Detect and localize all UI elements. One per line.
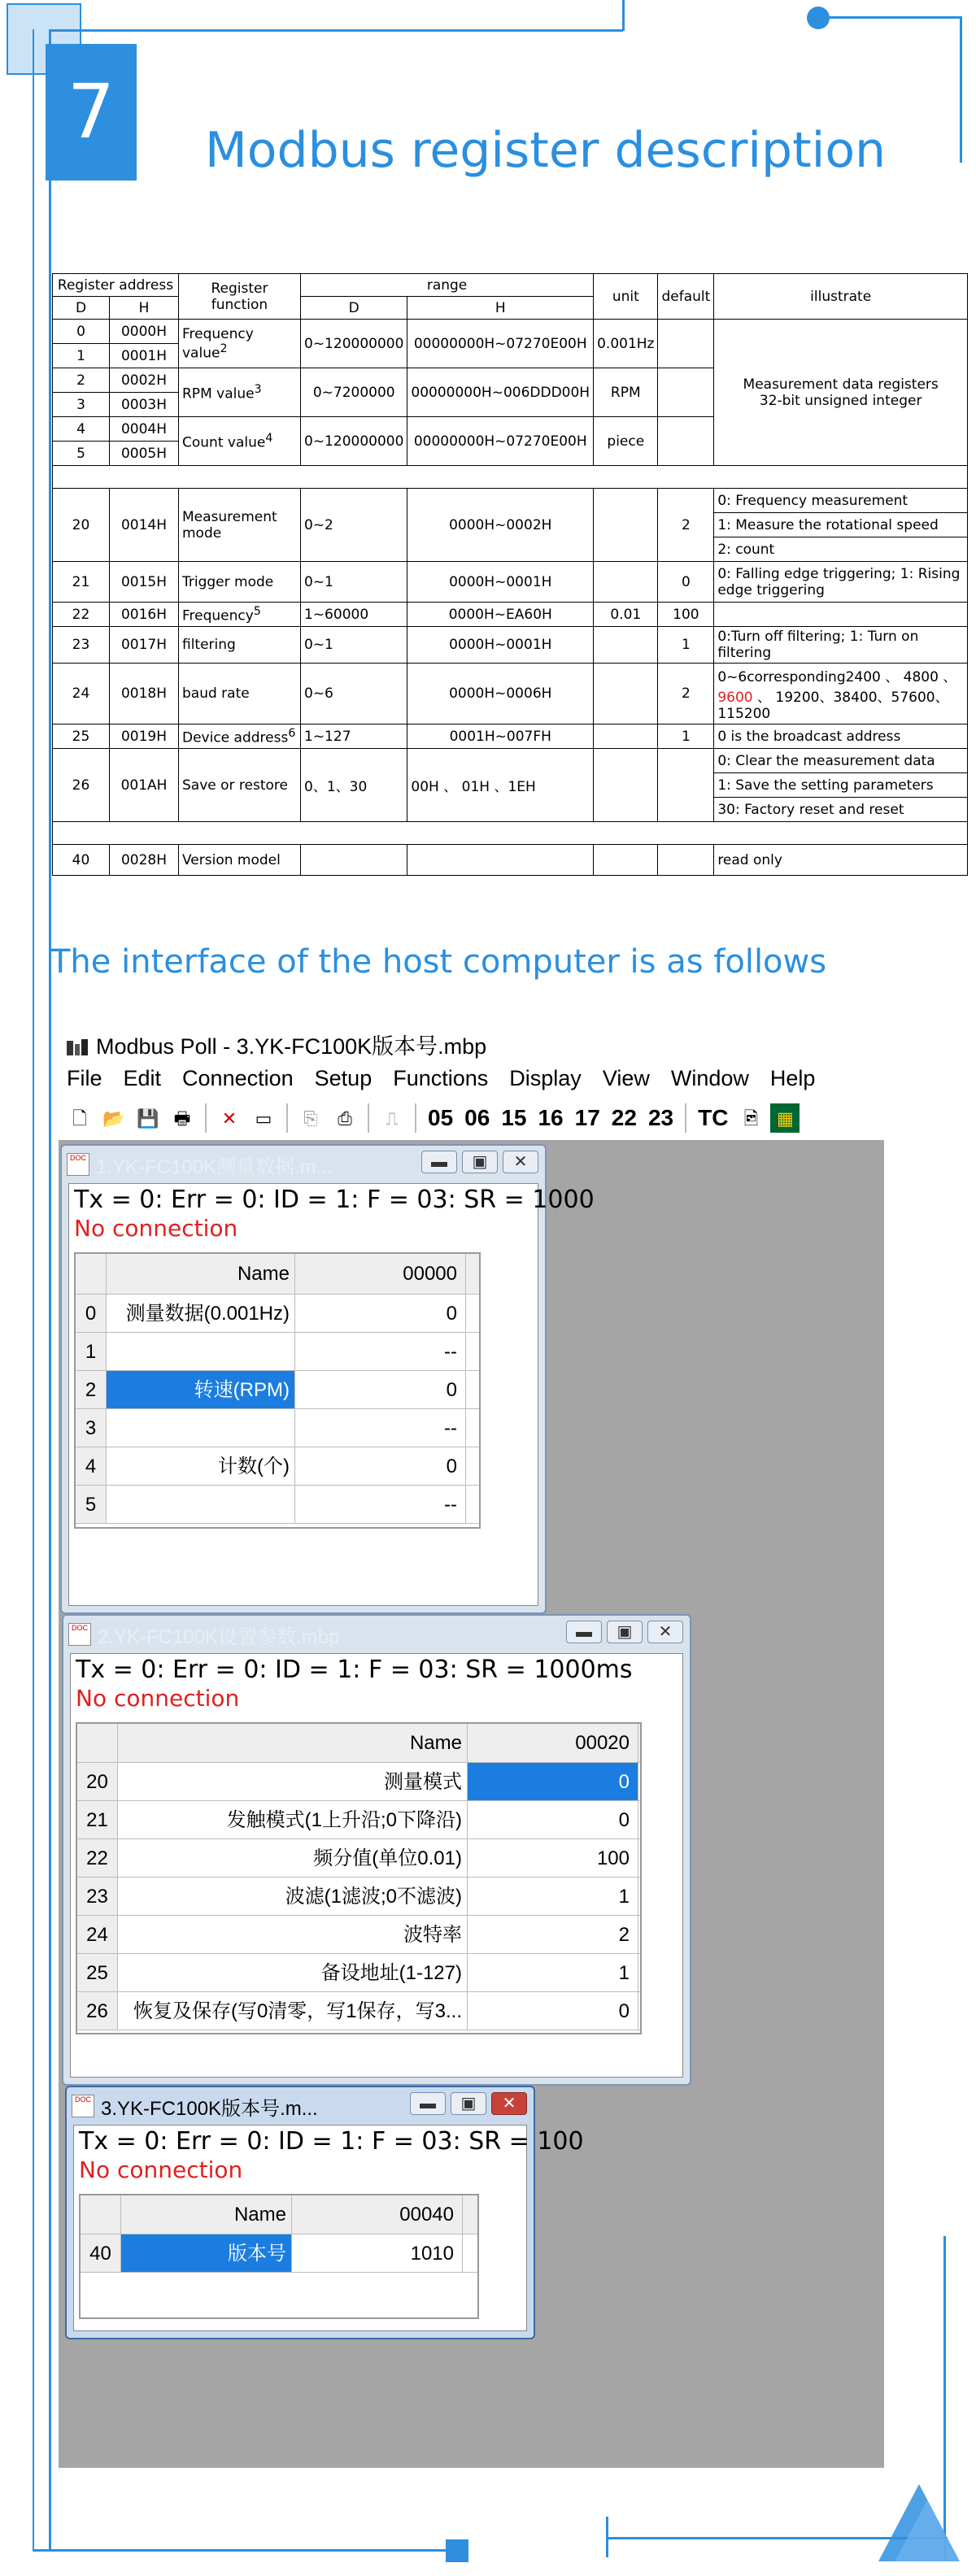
row-index: 3	[76, 1409, 107, 1447]
menu-bar	[67, 1066, 815, 1091]
status-line: Tx = 0: Err = 0: ID = 1: F = 03: SR = 1000	[74, 1186, 595, 1214]
cell-default: 2	[658, 664, 714, 724]
cell-default	[658, 320, 714, 368]
cell-default	[658, 749, 714, 822]
row-name[interactable]: 发触模式(1上升沿;0下降沿)	[118, 1801, 468, 1838]
read-write-icon[interactable]: ⎘	[303, 1108, 318, 1129]
menu-connection[interactable]: Connection	[182, 1066, 294, 1090]
grid-corner	[77, 1724, 118, 1762]
minimize-icon[interactable]: ▬	[566, 1621, 602, 1643]
baud-text: 0~6corresponding2400 、 4800 、	[717, 669, 957, 685]
frame-vertical-top	[622, 0, 625, 31]
row-index: 5	[76, 1486, 107, 1523]
fc-17-button[interactable]: 17	[574, 1105, 600, 1130]
cell-range-d: 0~120000000	[301, 320, 407, 368]
table-row[interactable]	[76, 1409, 479, 1447]
row-name[interactable]	[107, 1333, 295, 1370]
deco-top-dot	[807, 7, 830, 29]
row-value[interactable]: 1	[468, 1954, 638, 1991]
table-row[interactable]	[76, 1295, 479, 1333]
cell-function	[179, 417, 301, 466]
column-name-header[interactable]: Name	[121, 2195, 292, 2234]
cell-d: 21	[53, 562, 110, 603]
th-register-function: Register function	[179, 274, 301, 320]
cell-function	[179, 368, 301, 417]
cell-illustrate: 0: Falling edge triggering; 1: Rising edge triggering	[714, 562, 968, 603]
app-title: Modbus Poll - 3.YK-FC100K版本号.mbp	[96, 1034, 487, 1059]
document-icon: DOC	[68, 1623, 91, 1646]
cell-illustrate-measurement	[714, 320, 968, 466]
table-row[interactable]	[77, 1992, 640, 2030]
th-h: H	[110, 297, 179, 320]
cell-h: 0028H	[110, 845, 179, 876]
cell-d: 2	[53, 368, 110, 393]
cell-function: Version model	[179, 845, 301, 876]
cell-range-d: 0~1	[301, 627, 407, 664]
cell-unit	[594, 664, 658, 724]
cell-range-h: 0001H~007FH	[407, 724, 594, 749]
grid-header	[77, 1724, 640, 1763]
row-value[interactable]: 2	[468, 1916, 638, 1953]
row-index: 21	[77, 1801, 118, 1838]
menu-help[interactable]: Help	[769, 1066, 816, 1090]
cell-range-d: 0~1	[301, 562, 407, 603]
row-value[interactable]: 0	[295, 1295, 466, 1332]
th-default: default	[658, 274, 714, 320]
cell-h: 0005H	[110, 442, 179, 466]
fc-06-button[interactable]: 06	[464, 1105, 490, 1130]
row-value[interactable]: --	[295, 1486, 466, 1523]
func-text: RPM value	[182, 385, 255, 402]
cell-function: filtering	[179, 627, 301, 664]
cell-unit	[594, 562, 658, 603]
cell-range-d: 1~127	[301, 724, 407, 749]
window-settings-params[interactable]	[62, 1614, 691, 2086]
func-text: Frequency	[182, 607, 254, 624]
grid-header	[81, 2195, 477, 2234]
cell-d: 25	[53, 724, 110, 749]
row-name[interactable]: 波滤(1滤波;0不滤波)	[118, 1878, 468, 1915]
cell-h: 0002H	[110, 368, 179, 393]
cell-range-d: 0~2	[301, 489, 407, 562]
window-icon[interactable]: ▭	[255, 1108, 272, 1129]
cell-range-d: 0~120000000	[301, 417, 407, 466]
row-name[interactable]	[107, 1409, 295, 1447]
cell-d: 1	[53, 344, 110, 368]
fc-05-button[interactable]: 05	[428, 1105, 454, 1130]
row-name[interactable]: 备设地址(1-127)	[118, 1954, 468, 1991]
illustrate-line: 32-bit unsigned integer	[759, 392, 922, 409]
cell-d: 0	[53, 320, 110, 344]
cell-range-h	[407, 845, 594, 876]
connection-error: No connection	[74, 1215, 238, 1242]
row-value[interactable]: 100	[468, 1839, 638, 1877]
menu-view[interactable]: View	[602, 1066, 650, 1090]
grid-corner	[76, 1254, 107, 1294]
window-client	[73, 2125, 584, 2331]
frame-bottom-line-left	[33, 2549, 447, 2552]
row-name[interactable]: 计数(个)	[107, 1447, 295, 1485]
fc-15-button[interactable]: 15	[501, 1105, 527, 1130]
cell-d: 4	[53, 417, 110, 442]
register-grid[interactable]	[79, 2194, 479, 2319]
section-subtitle: The interface of the host computer is as follows	[50, 943, 827, 981]
cell-h: 0000H	[110, 320, 179, 344]
cell-d: 24	[53, 664, 110, 724]
row-index: 22	[77, 1839, 118, 1877]
func-sup: 3	[254, 382, 262, 396]
cell-default: 1	[658, 724, 714, 749]
cell-illustrate: 0: Frequency measurement	[714, 489, 968, 513]
pulse-icon[interactable]: ⎍	[386, 1108, 399, 1129]
row-name[interactable]: 恢复及保存(写0清零，写1保存，写3...	[118, 1992, 468, 2030]
cell-d: 40	[53, 845, 110, 876]
cell-range-h: 00000000H~07270E00H	[407, 320, 594, 368]
th-range: range	[301, 274, 594, 297]
disconnect-icon[interactable]: ✕	[221, 1108, 237, 1129]
cell-function	[179, 603, 301, 627]
cell-unit	[594, 489, 658, 562]
cell-range-h: 0000H~0002H	[407, 489, 594, 562]
table-row[interactable]	[76, 1447, 479, 1486]
cell-range-d: 1~60000	[301, 603, 407, 627]
cell-function: Trigger mode	[179, 562, 301, 603]
status-line: Tx = 0: Err = 0: ID = 1: F = 03: SR = 100	[79, 2127, 584, 2156]
cell-function	[179, 320, 301, 368]
row-value[interactable]: 0	[295, 1447, 466, 1485]
column-address-header[interactable]: 00040	[292, 2195, 463, 2234]
toolbar-separator	[205, 1103, 207, 1133]
table-row[interactable]	[77, 1763, 640, 1801]
close-icon[interactable]: ✕	[503, 1151, 538, 1173]
grid-corner	[81, 2195, 121, 2234]
cell-default	[658, 417, 714, 466]
cell-unit	[594, 627, 658, 664]
toolbar-separator	[415, 1103, 416, 1133]
fc-23-button[interactable]: 23	[647, 1105, 674, 1130]
maximize-icon[interactable]: ▣	[607, 1621, 643, 1643]
column-name-header[interactable]: Name	[118, 1724, 468, 1762]
th-range-h: H	[407, 297, 594, 320]
func-sup: 6	[288, 726, 296, 740]
window-controls	[421, 1151, 538, 1173]
connection-error: No connection	[76, 1685, 240, 1712]
table-row[interactable]	[77, 1916, 640, 1954]
table-row[interactable]	[76, 1333, 479, 1371]
cell-illustrate	[714, 664, 968, 724]
cell-illustrate: 0 is the broadcast address	[714, 724, 968, 749]
cell-h: 0015H	[110, 562, 179, 603]
cell-range-h: 0000H~EA60H	[407, 603, 594, 627]
maximize-icon[interactable]: ▣	[462, 1151, 498, 1173]
section-number: 7	[46, 44, 137, 181]
row-value[interactable]: 0	[468, 1801, 638, 1838]
cell-d: 20	[53, 489, 110, 562]
cell-range-d: 0~7200000	[301, 368, 407, 417]
cell-h: 0018H	[110, 664, 179, 724]
row-name[interactable]: 波特率	[118, 1916, 468, 1953]
cell-d: 26	[53, 749, 110, 822]
column-address-header[interactable]: 00000	[295, 1254, 466, 1294]
menu-functions[interactable]: Functions	[393, 1066, 489, 1090]
minimize-icon[interactable]: ▬	[421, 1151, 457, 1173]
th-register-address: Register address	[53, 274, 179, 297]
print-icon[interactable]: 🖶	[173, 1108, 191, 1129]
close-icon[interactable]: ✕	[491, 2092, 527, 2115]
cell-h: 0014H	[110, 489, 179, 562]
cell-function: Measurement mode	[179, 489, 301, 562]
menu-setup[interactable]: Setup	[314, 1066, 373, 1090]
cell-range-h: 0000H~0001H	[407, 562, 594, 603]
document-icon: DOC	[72, 2095, 94, 2117]
app-icon	[65, 1038, 89, 1059]
column-address-header[interactable]: 00020	[468, 1724, 638, 1762]
cell-unit: RPM	[594, 368, 658, 417]
th-illustrate: illustrate	[714, 274, 968, 320]
toolbar	[65, 1100, 878, 1136]
row-index: 20	[77, 1763, 118, 1800]
func-text: Count value	[182, 434, 266, 451]
cell-range-h: 00000000H~07270E00H	[407, 417, 594, 466]
toolbar-separator	[685, 1103, 686, 1133]
func-sup: 2	[220, 342, 228, 355]
column-name-header[interactable]: Name	[107, 1254, 295, 1294]
baud-text: 、 19200、38400、57600、115200	[717, 690, 949, 722]
frame-left-line	[49, 29, 51, 2550]
window-client	[70, 1653, 683, 2078]
cell-illustrate: 1: Measure the rotational speed	[714, 513, 968, 537]
cell-illustrate: 0:Turn off filtering; 1: Turn on filtering	[714, 627, 968, 664]
menu-window[interactable]: Window	[670, 1066, 749, 1090]
cell-unit: 0.001Hz	[594, 320, 658, 368]
row-value[interactable]: --	[295, 1409, 466, 1447]
th-d: D	[53, 297, 110, 320]
window-title: 2.YK-FC100K设置参数.mbp	[98, 1625, 340, 1648]
printer-setup-icon[interactable]: ⎙	[338, 1108, 352, 1129]
cell-h: 0016H	[110, 603, 179, 627]
row-index: 24	[77, 1916, 118, 1953]
cell-illustrate: 0: Clear the measurement data	[714, 749, 968, 773]
close-icon[interactable]: ✕	[647, 1621, 683, 1643]
row-name[interactable]: 测量模式	[118, 1763, 468, 1800]
cell-range-h: 0000H~0001H	[407, 627, 594, 664]
cell-default: 100	[658, 603, 714, 627]
row-name-selected[interactable]: 转速(RPM)	[107, 1371, 295, 1408]
frame-top-line	[49, 29, 623, 32]
window-title: 1.YK-FC100K测量数据.m...	[96, 1155, 333, 1178]
row-value-selected[interactable]: 0	[468, 1763, 638, 1800]
illustrate-line: Measurement data registers	[743, 376, 939, 393]
cell-illustrate: 1: Save the setting parameters	[714, 773, 968, 798]
row-name[interactable]: 频分值(单位0.01)	[118, 1839, 468, 1877]
baud-default-highlight: 9600	[717, 690, 753, 706]
register-table	[52, 273, 968, 876]
cell-unit	[594, 749, 658, 822]
frame-left-line-outer	[33, 29, 34, 2550]
row-index: 40	[81, 2234, 121, 2272]
func-text: Device address	[182, 729, 289, 746]
cell-d: 23	[53, 627, 110, 664]
cell-h: 001AH	[110, 749, 179, 822]
row-index: 4	[76, 1447, 107, 1485]
cell-h: 0017H	[110, 627, 179, 664]
new-file-icon[interactable]: 🗋	[72, 1108, 87, 1129]
frame-top-line-right	[817, 16, 960, 19]
cell-range-d: 0~6	[301, 664, 407, 724]
spacer-row	[53, 466, 968, 489]
cell-unit	[594, 845, 658, 876]
fc-16-button[interactable]: 16	[538, 1105, 564, 1130]
row-value[interactable]: 1	[468, 1878, 638, 1915]
status-line: Tx = 0: Err = 0: ID = 1: F = 03: SR = 1000ms	[76, 1656, 633, 1684]
row-index: 25	[77, 1954, 118, 1991]
toolbar-separator	[286, 1103, 288, 1133]
func-text: Frequency value	[182, 325, 254, 362]
frame-right-line	[960, 16, 962, 163]
cell-illustrate: 30: Factory reset and reset	[714, 798, 968, 822]
document-icon: DOC	[67, 1153, 89, 1176]
deco-triangle	[878, 2484, 960, 2561]
row-index: 26	[77, 1992, 118, 2030]
cell-function: baud rate	[179, 664, 301, 724]
cell-illustrate: 2: count	[714, 537, 968, 562]
row-index: 1	[76, 1333, 107, 1370]
cell-unit: 0.01	[594, 603, 658, 627]
open-folder-icon[interactable]: 📂	[102, 1108, 125, 1129]
cell-default: 1	[658, 627, 714, 664]
window-client	[68, 1183, 595, 1606]
cell-h: 0001H	[110, 344, 179, 368]
frame-bottom-tick	[606, 2517, 608, 2557]
connection-error: No connection	[79, 2156, 243, 2183]
window-measurement-data[interactable]	[60, 1144, 595, 1614]
save-icon[interactable]: 💾	[137, 1108, 159, 1129]
th-range-d: D	[301, 297, 407, 320]
row-name-selected[interactable]: 版本号	[121, 2234, 292, 2272]
grid-header	[76, 1254, 479, 1295]
menu-file[interactable]: File	[67, 1066, 102, 1090]
fc-22-button[interactable]: 22	[611, 1105, 637, 1130]
cell-h: 0019H	[110, 724, 179, 749]
page-title: Modbus register description	[205, 122, 887, 179]
row-value[interactable]: 0	[468, 1992, 638, 2030]
row-value[interactable]: --	[295, 1333, 466, 1370]
row-index: 2	[76, 1371, 107, 1408]
cell-range-h: 0000H~0006H	[407, 664, 594, 724]
cell-range-h: 00000000H~006DDD00H	[407, 368, 594, 417]
table-row[interactable]	[81, 2234, 477, 2273]
cell-illustrate: read only	[714, 845, 968, 876]
spacer-row	[53, 822, 968, 845]
cell-range-d: 0、1、30	[301, 749, 407, 822]
row-value[interactable]: 0	[295, 1371, 466, 1408]
cell-range-d	[301, 845, 407, 876]
menu-edit[interactable]: Edit	[123, 1066, 162, 1090]
cell-default: 2	[658, 489, 714, 562]
register-grid[interactable]	[76, 1722, 642, 2034]
table-row[interactable]	[77, 1801, 640, 1839]
window-version-number[interactable]	[65, 2086, 584, 2339]
cell-unit	[594, 724, 658, 749]
window-controls	[410, 2092, 527, 2115]
func-sup: 4	[265, 431, 273, 445]
menu-display[interactable]: Display	[509, 1066, 582, 1090]
app-title-bar	[65, 1029, 486, 1060]
window-controls	[566, 1621, 683, 1643]
cell-default	[658, 368, 714, 417]
table-row[interactable]	[76, 1371, 479, 1409]
modbus-poll-app	[59, 1020, 884, 2468]
cell-function	[179, 724, 301, 749]
cell-h: 0003H	[110, 393, 179, 417]
func-sup: 5	[253, 604, 261, 618]
cell-d: 22	[53, 603, 110, 627]
cell-unit: piece	[594, 417, 658, 466]
chart-icon[interactable]: ▦	[770, 1103, 800, 1133]
toolbar-separator	[368, 1103, 369, 1133]
register-grid[interactable]	[74, 1252, 481, 1529]
cell-function: Save or restore	[179, 749, 301, 822]
table-row[interactable]	[77, 1878, 640, 1916]
row-index: 0	[76, 1295, 107, 1332]
monitor-icon[interactable]: 🖻	[743, 1108, 759, 1129]
minimize-icon[interactable]: ▬	[410, 2092, 446, 2115]
table-row[interactable]	[77, 1839, 640, 1878]
cell-range-h: 00H 、 01H 、1EH	[407, 749, 594, 822]
deco-bottom-square	[446, 2539, 468, 2562]
row-name[interactable]	[107, 1486, 295, 1523]
cell-default	[658, 845, 714, 876]
row-value[interactable]: 1010	[292, 2234, 463, 2272]
window-title: 3.YK-FC100K版本号.m...	[101, 2097, 318, 2120]
cell-h: 0004H	[110, 417, 179, 442]
row-name[interactable]: 测量数据(0.001Hz)	[107, 1295, 295, 1332]
table-row[interactable]	[77, 1954, 640, 1992]
tc-button[interactable]: TC	[698, 1105, 729, 1130]
th-unit: unit	[594, 274, 658, 320]
maximize-icon[interactable]: ▣	[451, 2092, 486, 2115]
row-index: 23	[77, 1878, 118, 1915]
cell-d: 3	[53, 393, 110, 417]
cell-default: 0	[658, 562, 714, 603]
table-row[interactable]	[76, 1486, 479, 1524]
cell-d: 5	[53, 442, 110, 466]
cell-illustrate	[714, 603, 968, 627]
